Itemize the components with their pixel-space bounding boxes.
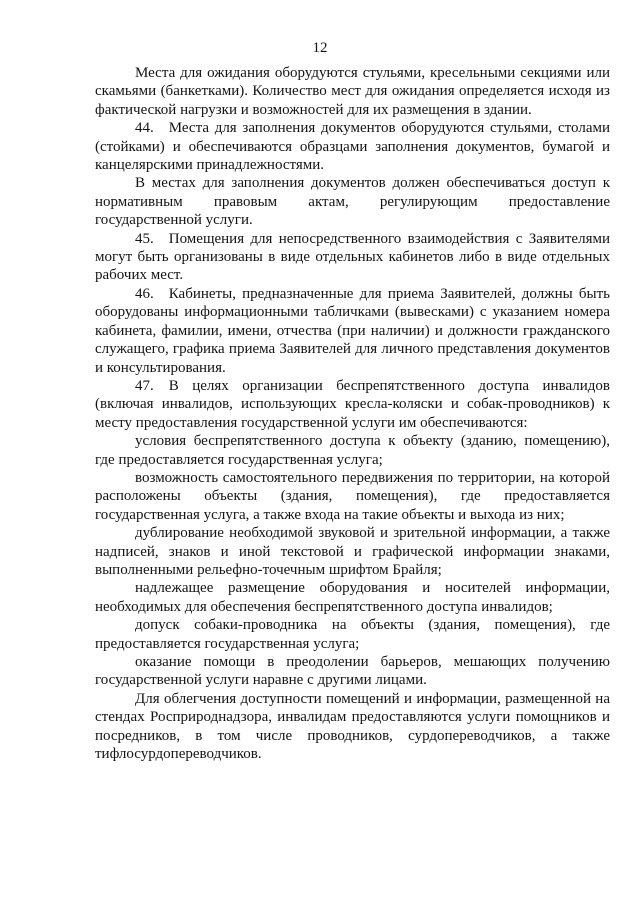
document-body — [95, 64, 610, 763]
paragraph: дублирование необходимой звуковой и зрительной информации, а также надписей, знаков и иной текстовой и графической информации знаками, выполненными рельефно-точечным шрифтом Брайля; — [95, 525, 610, 578]
paragraph: 45. Помещения для непосредственного взаимодействия с Заявителями могут быть организованы в виде отдельных кабинетов либо в виде отдельных рабочих мест. — [95, 230, 610, 284]
paragraph: В местах для заполнения документов должен обеспечиваться доступ к нормативным правовым актам, регулирующим предоставление государственной услуги. — [95, 175, 610, 229]
paragraph: 46. Кабинеты, предназначенные для приема Заявителей, должны быть оборудованы информационными табличками (вывесками) с указанием номера кабинета, фамилии, имени, отчества (при наличии) и должности гражданского служащего, графика приема Заявителей для личного представления документов и консультирования. — [95, 285, 610, 376]
page-number: 12 — [312, 40, 328, 56]
paragraph: условия беспрепятственного доступа к объекту (зданию, помещению), где предоставляется государственная услуга; — [95, 433, 610, 468]
paragraph: Для облегчения доступности помещений и информации, размещенной на стендах Росприроднадзора, инвалидам предоставляются услуги помощников и посредников, в том числе проводников, сурдопереводчиков, а также тифлосурдопереводчиков. — [95, 690, 610, 763]
paragraph: надлежащее размещение оборудования и носителей информации, необходимых для обеспечения беспрепятственного доступа инвалидов; — [95, 580, 610, 615]
paragraph: допуск собаки-проводника на объекты (здания, помещения), где предоставляется государственная услуга; — [95, 617, 610, 652]
paragraph: 47. В целях организации беспрепятственного доступа инвалидов (включая инвалидов, использующих кресла-коляски и собак-проводников) к месту предоставления государственной услуги им обеспечиваются: — [95, 377, 610, 431]
paragraph: возможность самостоятельного передвижения по территории, на которой расположены объекты (здания, помещения), где предоставляется государственная услуга, а также входа на такие объекты и выхода из них; — [95, 469, 610, 523]
paragraph: оказание помощи в преодолении барьеров, мешающих получению государственной услуги наравне с другими лицами. — [95, 654, 610, 689]
paragraph: 44. Места для заполнения документов оборудуются стульями, столами (стойками) и обеспечиваются образцами заполнения документов, бумагой и канцелярскими принадлежностями. — [95, 120, 610, 174]
paragraph: Места для ожидания оборудуются стульями, кресельными секциями или скамьями (банкетками). Количество мест для ожидания определяется исходя из фактической нагрузки и возможностей для их размещения в здании. — [95, 65, 610, 118]
